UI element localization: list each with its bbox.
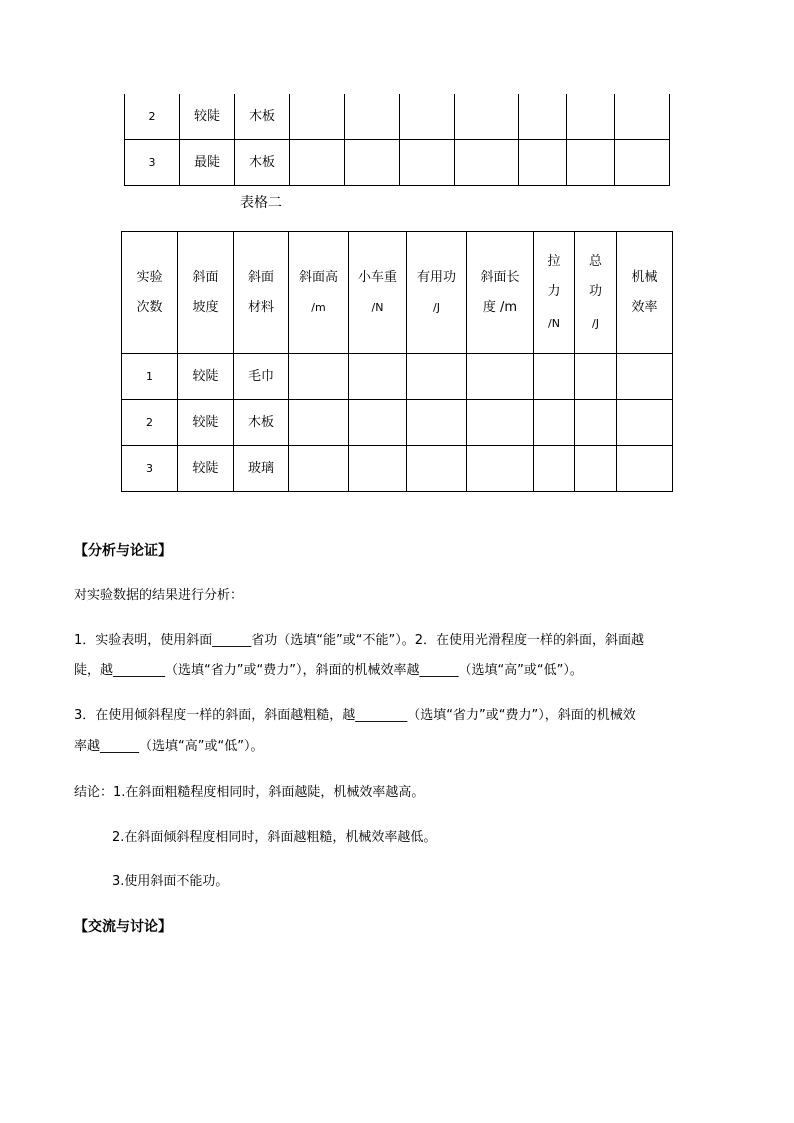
header-line: /N	[548, 316, 560, 330]
header-line: /J	[592, 316, 599, 330]
header-line: 斜面	[247, 269, 274, 285]
table-cell[interactable]	[290, 94, 345, 140]
table-cell[interactable]	[349, 400, 407, 446]
header-line: 机械	[631, 269, 658, 285]
header-cell	[289, 232, 349, 354]
table-cell[interactable]	[455, 94, 519, 140]
table-cell: 3	[122, 446, 178, 492]
table-cell[interactable]	[617, 400, 673, 446]
table-cell[interactable]	[400, 94, 455, 140]
table-cell: 较陡	[178, 400, 234, 446]
header-line: 斜面	[192, 269, 219, 285]
section-heading-discussion: 【交流与讨论】	[74, 919, 172, 935]
header-line: 度 /m	[482, 299, 518, 315]
header-line: 斜面长	[480, 269, 520, 285]
table-cell[interactable]	[575, 446, 617, 492]
conclusion-1: 结论：1.在斜面粗糙程度相同时，斜面越陡，机械效率越高。	[74, 785, 425, 800]
table-cell: 较陡	[178, 354, 234, 400]
table-cell[interactable]	[567, 140, 615, 186]
table-cell[interactable]	[467, 446, 534, 492]
header-line: 功	[588, 283, 602, 299]
table-cell: 较陡	[180, 94, 235, 140]
header-cell	[407, 232, 467, 354]
header-line: 材料	[247, 299, 274, 315]
conclusion-2: 2.在斜面倾斜程度相同时，斜面越粗糙，机械效率越低。	[112, 830, 437, 845]
header-line: 次数	[136, 299, 163, 315]
table-row	[122, 400, 673, 446]
conclusion-3: 3.使用斜面不能功。	[112, 874, 229, 889]
table-cell[interactable]	[400, 140, 455, 186]
table-cell[interactable]	[349, 354, 407, 400]
table-header-row	[122, 232, 673, 354]
table-cell[interactable]	[289, 400, 349, 446]
analysis-intro: 对实验数据的结果进行分析：	[74, 588, 244, 603]
header-cell	[122, 232, 178, 354]
table-row	[122, 446, 673, 492]
header-line: 斜面高	[298, 269, 338, 285]
table-cell: 2	[125, 94, 180, 140]
header-line: 小车重	[357, 269, 397, 285]
header-cell	[534, 232, 575, 354]
table-cell[interactable]	[615, 94, 670, 140]
table-cell[interactable]	[289, 446, 349, 492]
table-cell[interactable]	[615, 140, 670, 186]
table-cell[interactable]	[467, 354, 534, 400]
table-cell[interactable]	[455, 140, 519, 186]
table-cell[interactable]	[290, 140, 345, 186]
table-cell[interactable]	[289, 354, 349, 400]
table-cell[interactable]	[519, 140, 567, 186]
header-line: 效率	[631, 299, 658, 315]
table-cell[interactable]	[345, 140, 400, 186]
table-cell[interactable]	[534, 446, 575, 492]
table-cell[interactable]	[407, 400, 467, 446]
header-line: 有用功	[416, 269, 456, 285]
table-caption: 表格二	[240, 195, 282, 211]
question-1-line-1: 1．实验表明，使用斜面______省功（选填“能”或“不能”）。2．在使用光滑程度一样的斜面，斜面越	[74, 633, 644, 648]
table-cell: 2	[122, 400, 178, 446]
header-cell	[178, 232, 234, 354]
header-line: /N	[371, 300, 384, 314]
table-row	[125, 94, 670, 140]
table-cell: 毛巾	[234, 354, 289, 400]
question-1-line-2: 陡，越________（选填“省力”或“费力”），斜面的机械效率越______（选填“高”或“低”）。	[74, 663, 583, 678]
table-cell: 木板	[235, 94, 290, 140]
data-table-1	[124, 94, 670, 186]
table-cell[interactable]	[345, 94, 400, 140]
header-line: /J	[433, 300, 440, 314]
table-cell: 较陡	[178, 446, 234, 492]
data-table-2	[121, 231, 673, 492]
header-cell	[234, 232, 289, 354]
section-heading-analysis: 【分析与论证】	[74, 543, 172, 559]
question-3-line-2: 率越______（选填“高”或“低”）。	[74, 739, 264, 754]
header-line: 力	[547, 283, 561, 299]
table-cell[interactable]	[519, 94, 567, 140]
table-cell[interactable]	[349, 446, 407, 492]
table-cell[interactable]	[617, 354, 673, 400]
header-line: 实验	[136, 269, 163, 285]
table-cell[interactable]	[407, 446, 467, 492]
table-cell[interactable]	[534, 354, 575, 400]
table-cell: 玻璃	[234, 446, 289, 492]
table-cell[interactable]	[407, 354, 467, 400]
table-cell: 3	[125, 140, 180, 186]
table-row	[122, 354, 673, 400]
header-cell	[349, 232, 407, 354]
header-cell	[575, 232, 617, 354]
question-3-line-1: 3．在使用倾斜程度一样的斜面，斜面越粗糙，越________（选填“省力”或“费力”），斜面的机械效	[74, 708, 636, 723]
header-line: 坡度	[192, 299, 219, 315]
header-line: /m	[311, 300, 326, 314]
table-row	[125, 140, 670, 186]
table-cell[interactable]	[575, 400, 617, 446]
table-cell[interactable]	[567, 94, 615, 140]
header-cell	[617, 232, 673, 354]
table-cell[interactable]	[534, 400, 575, 446]
table-cell: 木板	[234, 400, 289, 446]
header-line: 总	[588, 253, 602, 269]
table-cell[interactable]	[617, 446, 673, 492]
table-cell: 最陡	[180, 140, 235, 186]
table-cell[interactable]	[467, 400, 534, 446]
table-cell: 木板	[235, 140, 290, 186]
header-cell	[467, 232, 534, 354]
header-line: 拉	[547, 253, 561, 269]
table-cell[interactable]	[575, 354, 617, 400]
table-cell: 1	[122, 354, 178, 400]
